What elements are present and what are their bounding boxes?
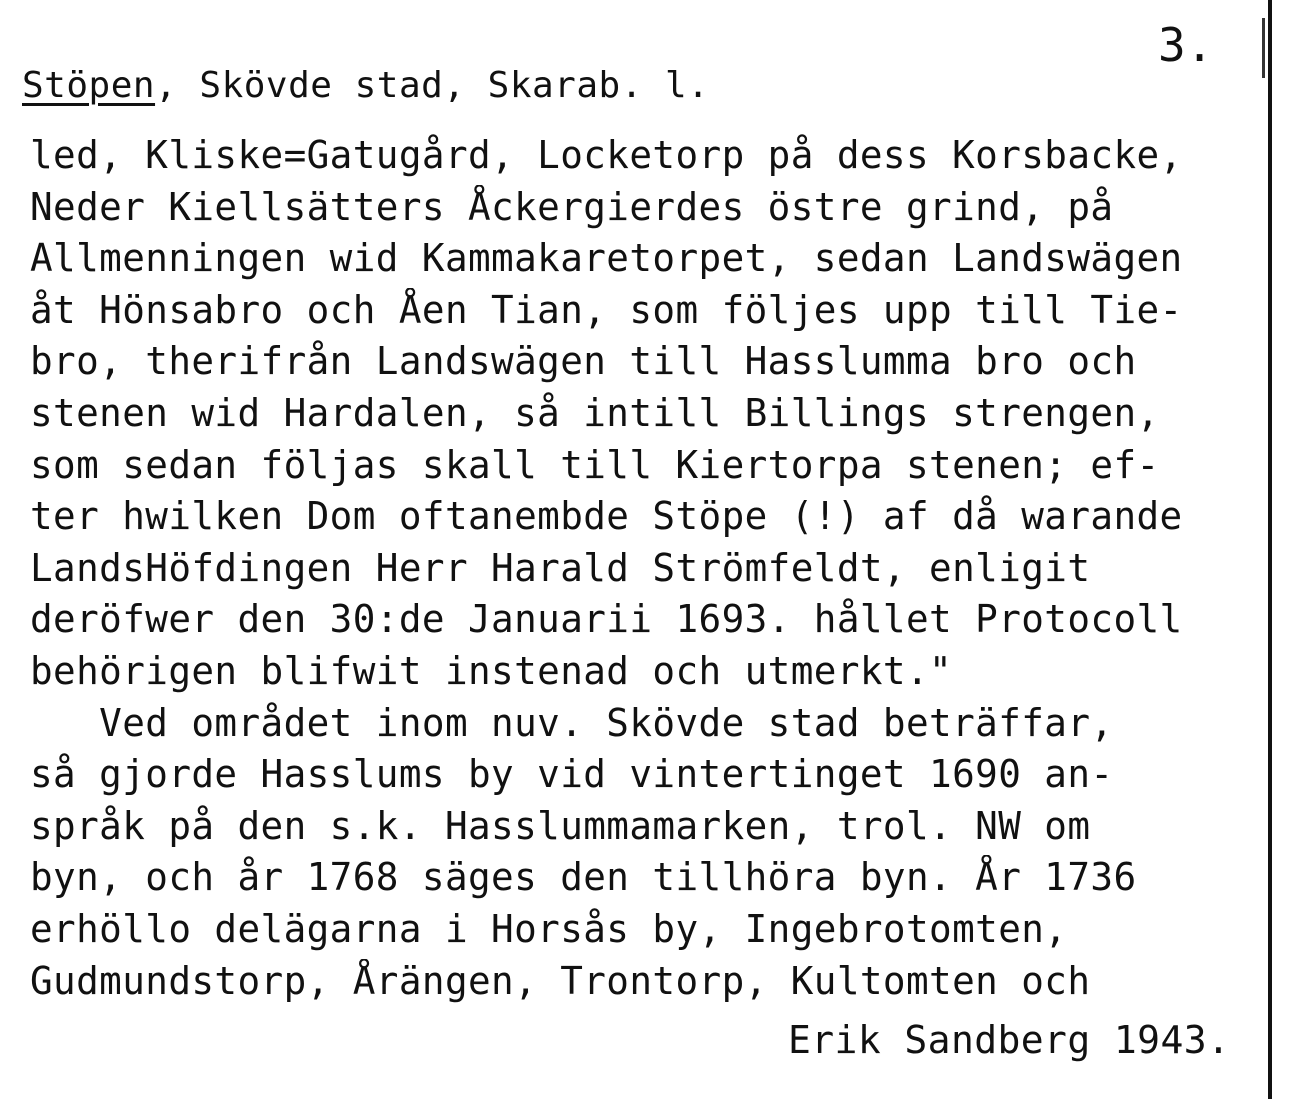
document-heading <box>22 64 709 107</box>
text-line: språk på den s.k. Hasslummamarken, trol. NW om <box>30 803 1091 848</box>
page-number: 3. <box>1158 18 1214 72</box>
text-line: Allmenningen wid Kammakaretorpet, sedan Landswägen <box>30 236 1183 281</box>
text-line: led, Kliske=Gatugård, Locketorp på dess Korsbacke, <box>30 133 1183 177</box>
text-line: deröfwer den 30:de Januarii 1693. hållet Protocoll <box>30 597 1183 642</box>
text-line: Gudmundstorp, Årängen, Trontorp, Kultomten och <box>30 958 1091 1003</box>
text-line: åt Hönsabro och Åen Tian, som följes upp till Tie- <box>30 287 1183 332</box>
text-line: erhöllo delägarna i Horsås by, Ingebrotomten, <box>30 906 1068 951</box>
text-line: stenen wid Hardalen, så intill Billings strengen, <box>30 390 1160 435</box>
text-line: så gjorde Hasslums by vid vintertinget 1690 an- <box>30 752 1114 797</box>
text-line: som sedan följas skall till Kiertorpa stenen; ef- <box>30 442 1160 487</box>
heading-location: , Skövde stad, Skarab. l. <box>155 65 710 106</box>
signature: Erik Sandberg 1943. <box>788 1018 1231 1062</box>
body-text <box>30 130 1270 1007</box>
text-line: Neder Kiellsätters Åckergierdes östre grind, på <box>30 184 1114 229</box>
text-line: behörigen blifwit instenad och utmerkt." <box>30 648 953 693</box>
page-edge-mark <box>1262 18 1265 78</box>
text-line: ter hwilken Dom oftanembde Stöpe (!) af då warande <box>30 494 1183 539</box>
text-line: bro, therifrån Landswägen till Hasslumma bro och <box>30 339 1137 384</box>
text-line: byn, och år 1768 säges den tillhöra byn. År 1736 <box>30 855 1137 900</box>
text-line: LandsHöfdingen Herr Harald Strömfeldt, enligit <box>30 545 1091 590</box>
heading-place-name: Stöpen <box>22 65 156 106</box>
text-line: Ved området inom nuv. Skövde stad beträffar, <box>30 700 1114 745</box>
